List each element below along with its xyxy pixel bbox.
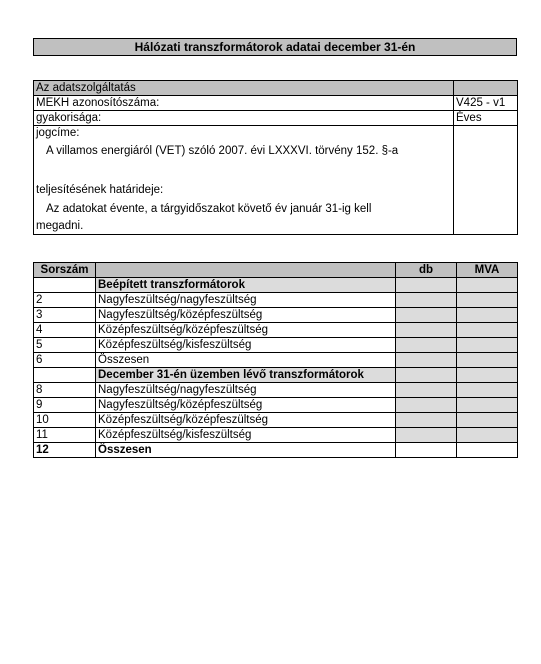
- row-label: Nagyfeszültség/nagyfeszültség: [96, 383, 396, 398]
- mva-cell[interactable]: [457, 443, 518, 458]
- table-header-row: [34, 263, 518, 278]
- db-cell[interactable]: [396, 383, 457, 398]
- info-value-jogcim: [454, 126, 518, 141]
- info-header-blank: [454, 81, 518, 96]
- section-row: [34, 278, 518, 293]
- row-label: Nagyfeszültség/középfeszültség: [96, 308, 396, 323]
- mva-cell[interactable]: [457, 413, 518, 428]
- info-row: [34, 200, 518, 219]
- info-row: [34, 141, 518, 162]
- col-header-sorszam: Sorszám: [34, 263, 96, 278]
- db-cell[interactable]: [396, 323, 457, 338]
- info-label-jogcim: jogcíme:: [34, 126, 454, 141]
- row-label: Nagyfeszültség/középfeszültség: [96, 398, 396, 413]
- row-label: Nagyfeszültség/nagyfeszültség: [96, 293, 396, 308]
- transformer-table: [33, 262, 518, 458]
- row-number: [34, 368, 96, 383]
- db-cell[interactable]: [396, 353, 457, 368]
- mva-cell[interactable]: [457, 353, 518, 368]
- table-row: [34, 353, 518, 368]
- row-number: 6: [34, 353, 96, 368]
- mva-cell[interactable]: [457, 383, 518, 398]
- db-cell[interactable]: [396, 278, 457, 293]
- table-row: [34, 338, 518, 353]
- db-cell[interactable]: [396, 308, 457, 323]
- info-row: [34, 111, 518, 126]
- info-value-blank: [454, 141, 518, 219]
- info-value-azonosito: V425 - v1: [454, 96, 518, 111]
- row-number: 11: [34, 428, 96, 443]
- row-number: 3: [34, 308, 96, 323]
- deadline-label: teljesítésének határideje:: [36, 184, 164, 196]
- col-header-db: db: [396, 263, 457, 278]
- db-cell[interactable]: [396, 443, 457, 458]
- row-label: December 31-én üzemben lévő transzformátorok: [96, 368, 396, 383]
- col-header-mva: MVA: [457, 263, 518, 278]
- deadline-text-1: Az adatokat évente, a tárgyidőszakot követő év január 31-ig kell: [46, 203, 372, 215]
- mva-cell[interactable]: [457, 293, 518, 308]
- info-row: [34, 96, 518, 111]
- row-number: 9: [34, 398, 96, 413]
- table-row: [34, 383, 518, 398]
- table-row: [34, 428, 518, 443]
- mva-cell[interactable]: [457, 428, 518, 443]
- row-label: Összesen: [96, 353, 396, 368]
- db-cell[interactable]: [396, 413, 457, 428]
- row-label: Beépített transzformátorok: [96, 278, 396, 293]
- db-cell[interactable]: [396, 368, 457, 383]
- row-number: 5: [34, 338, 96, 353]
- info-table: [33, 80, 518, 235]
- info-value-gyakorisag: Éves: [454, 111, 518, 126]
- table-row: [34, 293, 518, 308]
- info-header-row: [34, 81, 518, 96]
- mva-cell[interactable]: [457, 308, 518, 323]
- info-spacer-row: [34, 162, 518, 181]
- info-spacer: [34, 162, 454, 181]
- info-row: [34, 181, 518, 200]
- mva-cell[interactable]: [457, 338, 518, 353]
- row-label: Összesen: [96, 443, 396, 458]
- info-header: Az adatszolgáltatás: [34, 81, 454, 96]
- mva-cell[interactable]: [457, 398, 518, 413]
- jogcim-text: A villamos energiáról (VET) szóló 2007. évi LXXXVI. törvény 152. §-a: [46, 145, 399, 157]
- row-label: Középfeszültség/kisfeszültség: [96, 428, 396, 443]
- info-row: [34, 126, 518, 141]
- table-row: [34, 308, 518, 323]
- row-label: Középfeszültség/középfeszültség: [96, 413, 396, 428]
- table-row: [34, 413, 518, 428]
- db-cell[interactable]: [396, 293, 457, 308]
- info-row: [34, 219, 518, 235]
- mva-cell[interactable]: [457, 368, 518, 383]
- db-cell[interactable]: [396, 338, 457, 353]
- row-number: 10: [34, 413, 96, 428]
- section-row: [34, 368, 518, 383]
- row-number: 8: [34, 383, 96, 398]
- row-number: [34, 278, 96, 293]
- mva-cell[interactable]: [457, 323, 518, 338]
- row-number: 12: [34, 443, 96, 458]
- col-header-label: [96, 263, 396, 278]
- deadline-text-2: megadni.: [36, 220, 84, 233]
- db-cell[interactable]: [396, 398, 457, 413]
- row-label: Középfeszültség/kisfeszültség: [96, 338, 396, 353]
- mva-cell[interactable]: [457, 278, 518, 293]
- row-number: 2: [34, 293, 96, 308]
- page-title: Hálózati transzformátorok adatai december 31-én: [33, 38, 517, 56]
- info-label-azonosito: MEKH azonosítószáma:: [34, 96, 454, 111]
- table-row: [34, 443, 518, 458]
- table-row: [34, 398, 518, 413]
- info-value-blank: [454, 219, 518, 235]
- row-number: 4: [34, 323, 96, 338]
- info-label-gyakorisag: gyakorisága:: [34, 111, 454, 126]
- table-row: [34, 323, 518, 338]
- db-cell[interactable]: [396, 428, 457, 443]
- row-label: Középfeszültség/középfeszültség: [96, 323, 396, 338]
